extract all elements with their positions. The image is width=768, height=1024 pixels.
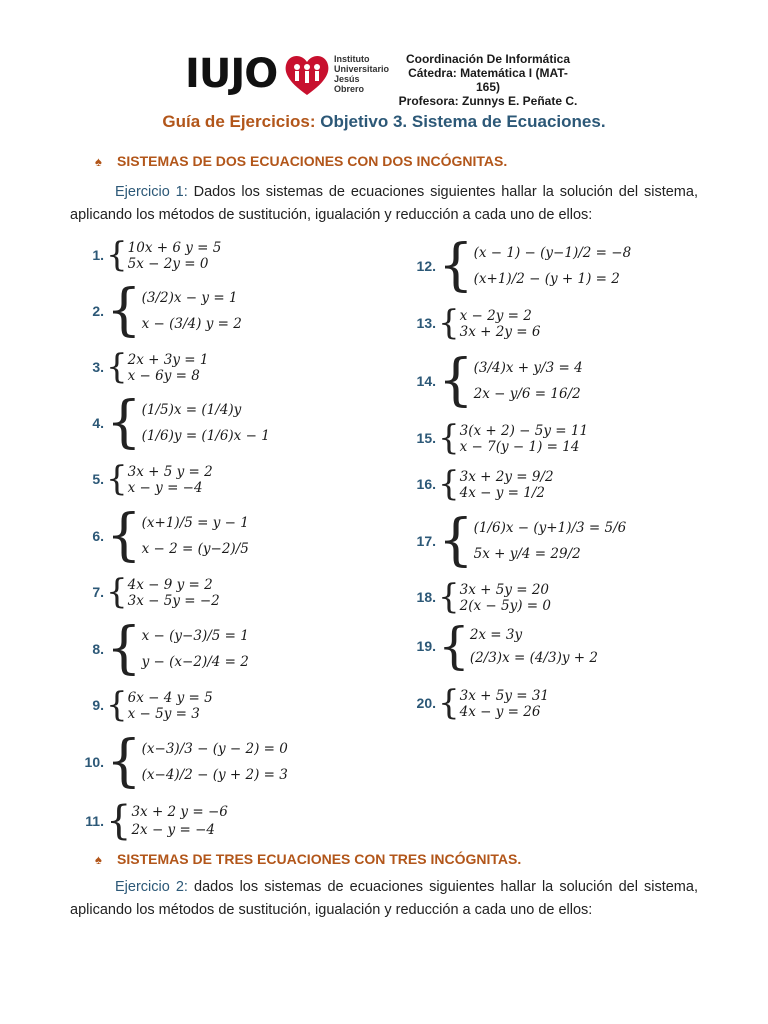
- brace-icon: {: [438, 683, 460, 723]
- section-heading-2: [95, 851, 521, 867]
- equation: 2x − y = −4: [131, 822, 215, 838]
- system-number: 12.: [416, 258, 436, 274]
- equations: [142, 736, 288, 788]
- equations: [460, 582, 551, 612]
- equation: (1/5)x = (1/4)y: [141, 402, 242, 418]
- equation: 2(x − 5y) = 0: [459, 598, 551, 614]
- equations: [474, 355, 583, 407]
- equation-system: [412, 683, 550, 723]
- institute-line: Universitario: [334, 64, 390, 74]
- system-number: 14.: [416, 373, 436, 389]
- equation-system: [80, 278, 242, 343]
- system-number: 17.: [416, 533, 436, 549]
- system-number: 20.: [416, 695, 436, 711]
- system-number: 9.: [92, 697, 104, 713]
- institute-line: Instituto: [334, 54, 370, 64]
- system-number: 11.: [85, 813, 104, 829]
- equation: x − (3/4) y = 2: [141, 316, 242, 332]
- equation: y − (x−2)/4 = 2: [141, 654, 249, 670]
- equation-system: [80, 235, 222, 275]
- system-number: 4.: [92, 415, 104, 431]
- system-number: 10.: [84, 754, 104, 770]
- exercise-2-statement: [70, 876, 698, 922]
- brace-icon: {: [106, 798, 132, 844]
- equation-system: [80, 459, 213, 499]
- equation: (x−4)/2 − (y + 2) = 3: [141, 767, 288, 783]
- equations: [460, 469, 554, 499]
- equations: [142, 623, 249, 675]
- institute-name: [334, 54, 394, 94]
- equation: (1/6)y = (1/6)x − 1: [141, 428, 270, 444]
- equation: (3/2)x − y = 1: [141, 290, 238, 306]
- equation-system: [412, 233, 632, 298]
- equation: (1/6)x − (y+1)/3 = 5/6: [473, 520, 627, 536]
- institute-line: Obrero: [334, 84, 365, 94]
- equation: x − y = −4: [127, 480, 203, 496]
- equation: 3x + 2y = 9/2: [459, 469, 554, 485]
- equation: 10x + 6 y = 5: [127, 240, 222, 256]
- equation-system: [80, 729, 288, 794]
- course-info: [398, 52, 578, 108]
- brace-icon: {: [106, 235, 128, 275]
- equation: (x − 1) − (y−1)/2 = −8: [473, 245, 632, 261]
- exercise-text: Dados los sistemas de ecuaciones siguientes hallar la solución del sistema, aplicando los métodos de sustitución, igualación y reducción a cada uno de ellos:: [70, 184, 698, 223]
- equations: [474, 240, 632, 292]
- spade-icon: ♠: [95, 154, 102, 169]
- equation: (x−3)/3 − (y − 2) = 0: [141, 741, 288, 757]
- brace-icon: {: [438, 418, 460, 458]
- equation-system: [80, 572, 220, 612]
- institute-line: Jesús: [334, 74, 360, 84]
- brace-icon: {: [438, 617, 470, 675]
- exercise-text: dados los sistemas de ecuaciones siguientes hallar la solución del sistema, aplicando los métodos de sustitución, igualación y reducción a cada uno de ellos:: [70, 879, 698, 918]
- equation: 3x − 5y = −2: [127, 593, 220, 609]
- brace-icon: {: [438, 348, 474, 413]
- page-header: [0, 48, 768, 108]
- equation-system: [412, 508, 627, 573]
- brace-icon: {: [106, 685, 128, 725]
- brace-icon: {: [438, 508, 474, 573]
- equations: [460, 688, 549, 718]
- brace-icon: {: [106, 347, 128, 387]
- equations: [128, 690, 213, 720]
- equation-system: [412, 464, 554, 504]
- system-number: 6.: [92, 528, 104, 544]
- equation-system: [412, 303, 541, 343]
- equation: 4x − y = 1/2: [459, 485, 545, 501]
- equation: 5x + y/4 = 29/2: [473, 546, 581, 562]
- equations: [474, 515, 627, 567]
- coordination: Coordinación De Informática: [405, 52, 571, 66]
- exercise-label: Ejercicio 1:: [115, 184, 188, 200]
- exercise-label: Ejercicio 2:: [115, 879, 188, 895]
- equation-system: [80, 390, 270, 455]
- equation-system: [80, 347, 209, 387]
- system-number: 18.: [416, 589, 436, 605]
- system-number: 16.: [416, 476, 436, 492]
- equation-system: [80, 503, 249, 568]
- brace-icon: {: [438, 303, 460, 343]
- brace-icon: {: [438, 464, 460, 504]
- brace-icon: {: [106, 503, 142, 568]
- catedra: Cátedra: Matemática I (MAT-165): [408, 66, 568, 94]
- spade-icon: ♠: [95, 852, 102, 867]
- equation: 3x + 2y = 6: [459, 324, 541, 340]
- equation: x − (y−3)/5 = 1: [141, 628, 249, 644]
- equations: [131, 803, 227, 839]
- equation: 2x + 3y = 1: [127, 352, 209, 368]
- page-title: [0, 112, 768, 132]
- brace-icon: {: [438, 233, 474, 298]
- equation: (2/3)x = (4/3)y + 2: [469, 649, 598, 666]
- system-number: 15.: [416, 430, 436, 446]
- section-title: SISTEMAS DE DOS ECUACIONES CON DOS INCÓGNITAS.: [117, 153, 508, 169]
- system-number: 19.: [416, 638, 436, 654]
- heart-logo-icon: [283, 53, 331, 97]
- brace-icon: {: [106, 390, 142, 455]
- equation: 3(x + 2) − 5y = 11: [459, 423, 589, 439]
- system-number: 7.: [92, 584, 104, 600]
- system-number: 8.: [92, 641, 104, 657]
- equation: 3x + 2 y = −6: [131, 804, 228, 820]
- equations: [460, 423, 588, 453]
- equations: [128, 577, 220, 607]
- equation: (x+1)/5 = y − 1: [141, 515, 249, 531]
- equation: 3x + 5y = 31: [459, 688, 550, 704]
- equation-system: [412, 348, 583, 413]
- equation: 2x = 3y: [469, 626, 523, 643]
- equation: x − 6y = 8: [127, 368, 200, 384]
- system-number: 5.: [92, 471, 104, 487]
- equation: x − 5y = 3: [127, 706, 200, 722]
- equation: x − 7(y − 1) = 14: [459, 439, 580, 455]
- brace-icon: {: [438, 577, 460, 617]
- brace-icon: {: [106, 729, 142, 794]
- equations: [460, 308, 541, 338]
- equation: 4x − 9 y = 2: [127, 577, 213, 593]
- profesora: Profesora: Zunnys E. Peñate C.: [398, 94, 578, 108]
- equation-system: [80, 685, 213, 725]
- section-heading-1: [95, 153, 507, 169]
- logo-text: IUJO: [185, 51, 278, 97]
- equation: 4x − y = 26: [459, 704, 541, 720]
- equations: [128, 464, 213, 494]
- title-part1: Guía de Ejercicios:: [162, 112, 316, 131]
- brace-icon: {: [106, 459, 128, 499]
- equation: 2x − y/6 = 16/2: [473, 386, 581, 402]
- equation: (3/4)x + y/3 = 4: [473, 360, 583, 376]
- brace-icon: {: [106, 278, 142, 343]
- equation: 6x − 4 y = 5: [127, 690, 213, 706]
- equation-system: [412, 577, 551, 617]
- equation: (x+1)/2 − (y + 1) = 2: [473, 271, 620, 287]
- equations: [470, 623, 598, 669]
- system-number: 2.: [92, 303, 104, 319]
- equation: 3x + 5y = 20: [459, 582, 550, 598]
- exercise-1-statement: [70, 181, 698, 227]
- equation: 5x − 2y = 0: [127, 256, 209, 272]
- system-number: 1.: [92, 247, 104, 263]
- title-part2: Objetivo 3. Sistema de Ecuaciones.: [320, 112, 606, 131]
- equation-system: [412, 418, 589, 458]
- system-number: 13.: [416, 315, 436, 331]
- equation-system: [412, 617, 598, 675]
- equations: [128, 240, 222, 270]
- brace-icon: {: [106, 572, 128, 612]
- equations: [142, 510, 249, 562]
- equations: [142, 285, 242, 337]
- equation: x − 2y = 2: [459, 308, 532, 324]
- equation-system: [80, 798, 228, 844]
- equation-system: [80, 616, 249, 681]
- brace-icon: {: [106, 616, 142, 681]
- equations: [128, 352, 209, 382]
- section-title: SISTEMAS DE TRES ECUACIONES CON TRES INCÓGNITAS.: [117, 851, 522, 867]
- equation: x − 2 = (y−2)/5: [141, 541, 249, 557]
- equation: 3x + 5 y = 2: [127, 464, 213, 480]
- system-number: 3.: [92, 359, 104, 375]
- equations: [142, 397, 270, 449]
